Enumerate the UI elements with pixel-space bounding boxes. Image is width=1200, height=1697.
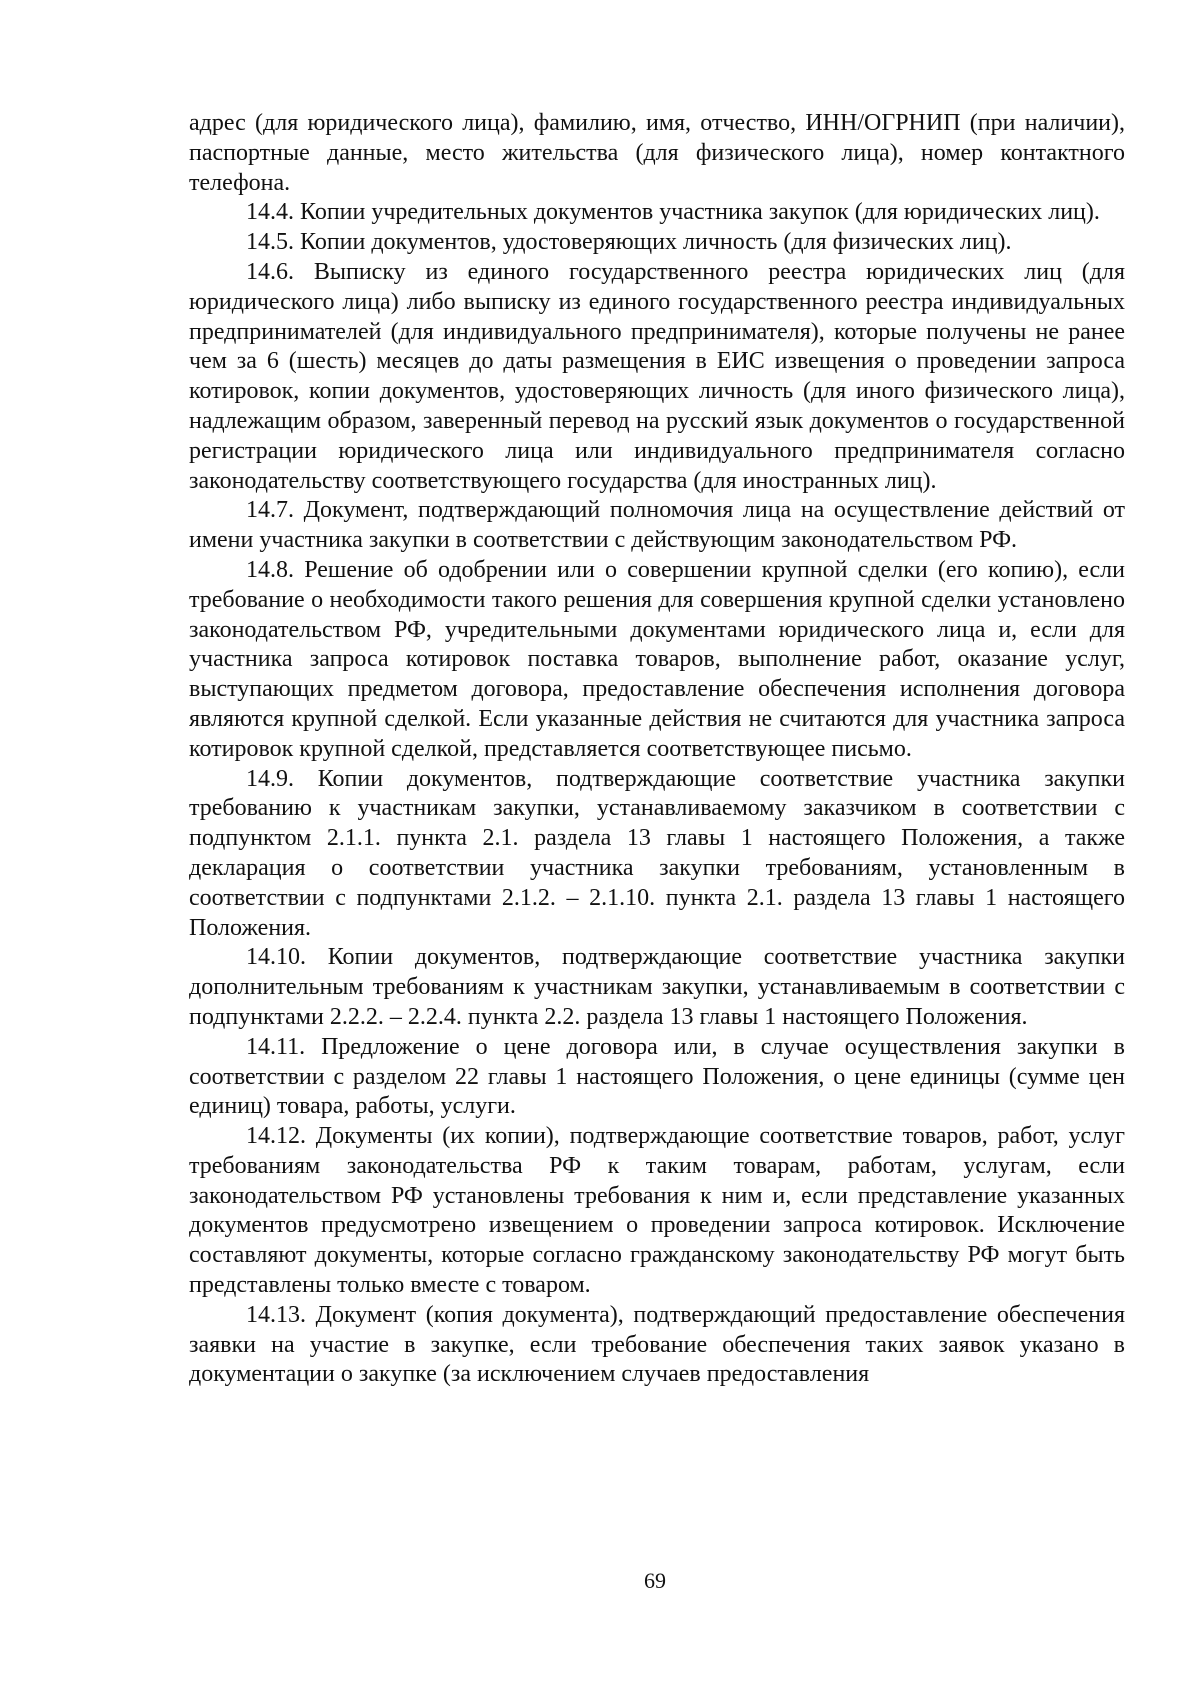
paragraph-14-7: 14.7. Документ, подтверждающий полномочия лица на осуществление действий от имени участника закупки в соответствии с действующим законодательством РФ. <box>189 497 1125 554</box>
paragraph-14-6: 14.6. Выписку из единого государственного реестра юридических лиц (для юридического лица) либо выписку из единого государственного реестра индивидуальных предпринимателей (для индивидуального предпринимателя), которые получены не ранее чем за 6 (шесть) месяцев до даты размещения в ЕИС извещения о проведении запроса котировок, копии документов, удостоверяющих личность (для иного физического лица), надлежащим образом, заверенный перевод на русский язык документов о государственной регистрации юридического лица или индивидуального предпринимателя согласно законодательству соответствующего государства (для иностранных лиц). <box>189 258 1125 494</box>
paragraph-14-13: 14.13. Документ (копия документа), подтверждающий предоставление обеспечения заявки на участие в закупке, если требование обеспечения таких заявок указано в документации о закупке (за исключением случаев предоставления <box>189 1301 1125 1388</box>
paragraph-14-8: 14.8. Решение об одобрении или о совершении крупной сделки (его копию), если требование о необходимости такого решения для совершения крупной сделки установлено законодательством РФ, учредительными документами юридического лица и, если для участника запроса котировок поставка товаров, выполнение работ, оказание услуг, выступающих предметом договора, предоставление обеспечения исполнения договора являются крупной сделкой. Если указанные действия не считаются для участника запроса котировок крупной сделкой, представляется соответствующее письмо. <box>189 556 1125 762</box>
document-body <box>189 109 1125 1390</box>
paragraph-continuation: адрес (для юридического лица), фамилию, имя, отчество, ИНН/ОГРНИП (при наличии), паспортные данные, место жительства (для физического лица), номер контактного телефона. <box>189 110 1125 196</box>
paragraph-14-10: 14.10. Копии документов, подтверждающие соответствие участника закупки дополнительным требованиям к участникам закупки, устанавливаемым в соответствии с подпунктами 2.2.2. – 2.2.4. пункта 2.2. раздела 13 главы 1 настоящего Положения. <box>189 944 1125 1030</box>
page-number: 69 <box>644 1568 666 1593</box>
paragraph-14-9: 14.9. Копии документов, подтверждающие соответствие участника закупки требованию к участникам закупки, устанавливаемому заказчиком в соответствии с подпунктом 2.1.1. пункта 2.1. раздела 13 главы 1 настоящего Положения, а также декларация о соответствии участника закупки требованиям, установленным в соответствии с подпунктами 2.1.2. – 2.1.10. пункта 2.1. раздела 13 главы 1 настоящего Положения. <box>189 765 1125 941</box>
paragraph-14-11: 14.11. Предложение о цене договора или, в случае осуществления закупки в соответствии с разделом 22 главы 1 настоящего Положения, о цене единицы (сумме цен единиц) товара, работы, услуги. <box>189 1033 1125 1120</box>
paragraph-14-4: 14.4. Копии учредительных документов участника закупок (для юридических лиц). <box>246 199 1100 226</box>
paragraph-14-5: 14.5. Копии документов, удостоверяющих личность (для физических лиц). <box>246 229 1012 256</box>
paragraph-14-12: 14.12. Документы (их копии), подтверждающие соответствие товаров, работ, услуг требованиям законодательства РФ к таким товарам, работам, услугам, если законодательством РФ установлены требования к ним и, если представление указанных документов предусмотрено извещением о проведении запроса котировок. Исключение составляют документы, которые согласно гражданскому законодательству РФ могут быть представлены только вместе с товаром. <box>189 1123 1125 1299</box>
